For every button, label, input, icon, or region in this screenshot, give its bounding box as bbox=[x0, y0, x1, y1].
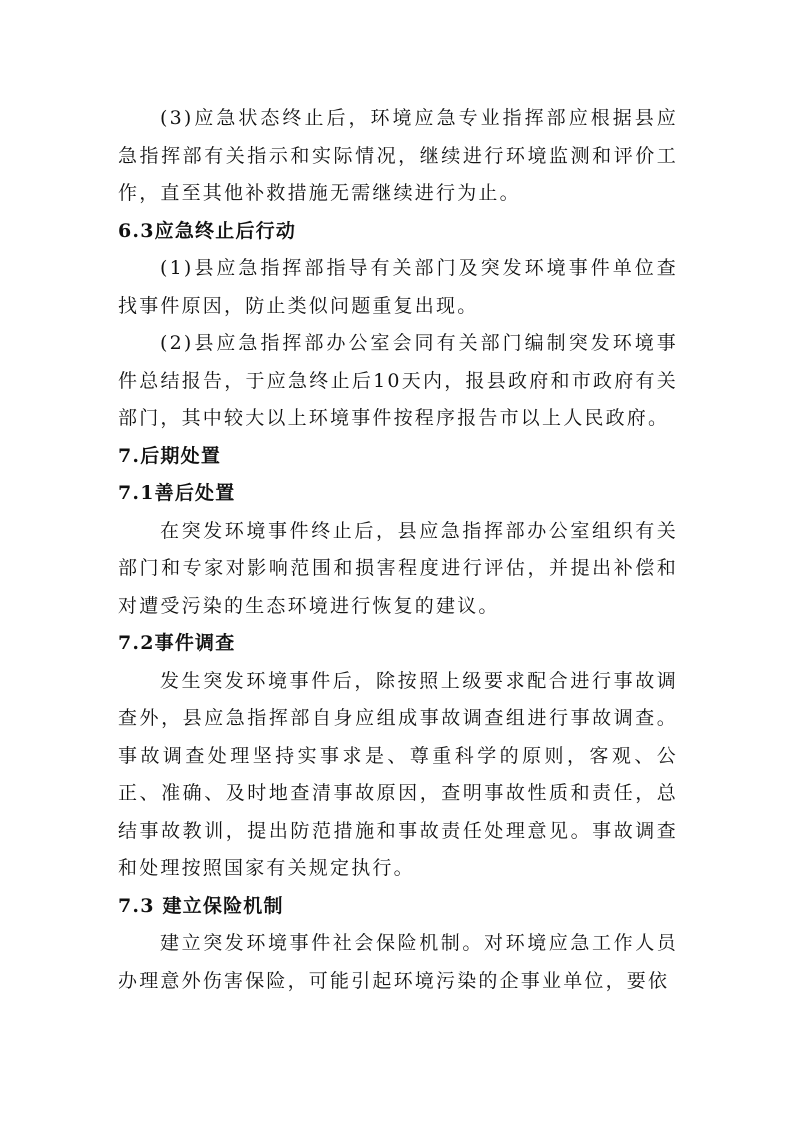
heading-6-3-post-termination-actions: 6.3应急终止后行动 bbox=[118, 219, 297, 242]
paragraph-insurance-mechanism: 建立突发环境事件社会保险机制。对环境应急工作人员办理意外伤害保险，可能引起环境污染的企事业单位，要依 bbox=[118, 932, 678, 992]
paragraph-damage-assessment: 在突发环境事件终止后，县应急指挥部办公室组织有关部门和专家对影响范围和损害程度进行评估，并提出补偿和对遭受污染的生态环境进行恢复的建议。 bbox=[118, 519, 678, 617]
heading-7-1-rehabilitation: 7.1善后处置 bbox=[118, 482, 236, 504]
paragraph-investigation-procedure: 发生突发环境事件后，除按照上级要求配合进行事故调查外，县应急指挥部自身应组成事故调查组进行事故调查。事故调查处理坚持实事求是、尊重科学的原则，客观、公正、准确、及时地查清事故原因，查明事故性质和责任，总结事故教训，提出防范措施和事故责任处理意见。事故调查和处理按照国家有关规定执行。 bbox=[118, 669, 678, 879]
heading-7-3-insurance-mechanism: 7.3 建立保险机制 bbox=[118, 894, 284, 917]
document-body bbox=[118, 100, 678, 1000]
heading-7-aftermath-handling: 7.后期处置 bbox=[118, 444, 222, 467]
paragraph-post-termination-monitoring: (3)应急状态终止后，环境应急专业指挥部应根据县应急指挥部有关指示和实际情况，继续进行环境监测和评价工作，直至其他补救措施无需继续进行为止。 bbox=[118, 107, 678, 204]
paragraph-investigate-causes: (1)县应急指挥部指导有关部门及突发环境事件单位查找事件原因，防止类似问题重复出现。 bbox=[118, 257, 678, 317]
heading-7-2-incident-investigation: 7.2事件调查 bbox=[118, 632, 236, 654]
paragraph-summary-report: (2)县应急指挥部办公室会同有关部门编制突发环境事件总结报告，于应急终止后10天内，报县政府和市政府有关部门，其中较大以上环境事件按程序报告市以上人民政府。 bbox=[118, 332, 678, 429]
